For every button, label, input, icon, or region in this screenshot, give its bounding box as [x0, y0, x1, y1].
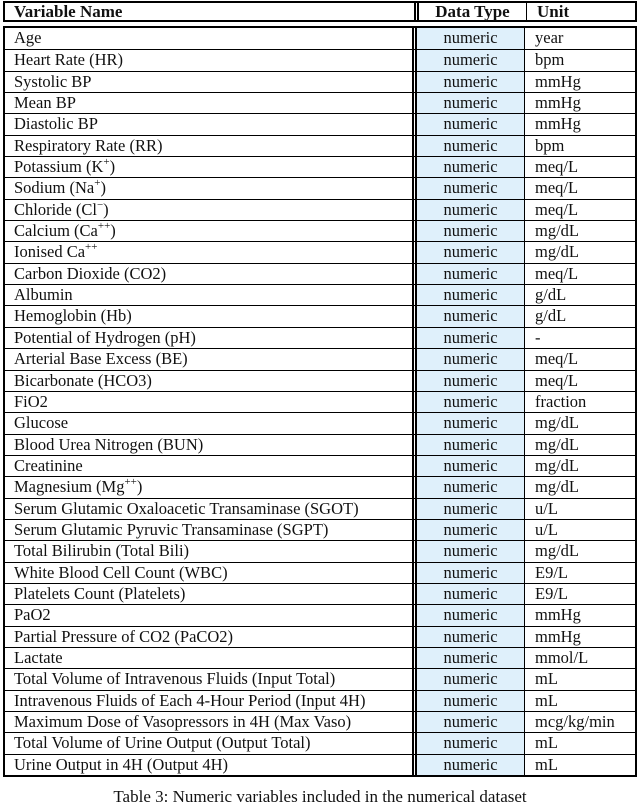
table-row — [5, 519, 635, 540]
variable-name: Potassium (K — [14, 157, 104, 177]
table-row — [5, 498, 635, 519]
unit-cell: mg/dL — [535, 242, 579, 262]
variable-name: Respiratory Rate (RR) — [14, 135, 163, 155]
table-row — [5, 305, 635, 326]
unit-cell: meq/L — [535, 370, 579, 390]
unit-cell: - — [535, 327, 541, 347]
table-row — [5, 690, 635, 711]
variable-name-cell — [5, 285, 414, 305]
variable-name-cell — [5, 93, 414, 113]
variable-name-cell — [5, 242, 414, 262]
data-type-cell: numeric — [417, 755, 525, 775]
unit-cell: bpm — [535, 50, 565, 70]
table-row — [5, 370, 635, 391]
data-type-cell: numeric — [417, 627, 525, 647]
table-row — [5, 476, 635, 497]
variable-name: Carbon Dioxide (CO2) — [14, 263, 167, 283]
variable-name-cell — [5, 563, 414, 583]
variable-name: Systolic BP — [14, 71, 92, 91]
data-type-cell: numeric — [417, 477, 525, 497]
variable-name-cell — [5, 200, 414, 220]
variable-name-cell — [5, 584, 414, 604]
data-type-cell: numeric — [417, 136, 525, 156]
variable-name-cell — [5, 349, 414, 369]
unit-cell: meq/L — [535, 349, 579, 369]
unit-cell: mcg/kg/min — [535, 712, 615, 731]
unit-cell: mmHg — [535, 71, 581, 91]
data-type-cell: numeric — [417, 50, 525, 70]
table-row — [5, 327, 635, 348]
variable-name: White Blood Cell Count (WBC) — [14, 562, 228, 582]
unit-cell: fraction — [535, 391, 587, 411]
variable-name: Ionised Ca — [14, 242, 86, 262]
data-type-cell: numeric — [417, 28, 525, 49]
variable-name-cell — [5, 520, 414, 540]
variable-name: PaO2 — [14, 605, 51, 625]
variable-name: Creatinine — [14, 455, 83, 475]
variable-name: Chloride (Cl — [14, 199, 97, 219]
variable-name: Serum Glutamic Pyruvic Transaminase (SGPT) — [14, 519, 329, 539]
table-row — [5, 263, 635, 284]
variable-name-cell — [5, 413, 414, 433]
variable-name: Platelets Count (Platelets) — [14, 583, 186, 603]
variable-name-cell — [5, 541, 414, 561]
variables-table — [3, 1, 637, 774]
ion-charge: ++ — [97, 221, 111, 233]
variable-name-cell — [5, 328, 414, 348]
unit-cell: mg/dL — [535, 477, 579, 497]
variable-name-cell — [5, 691, 414, 711]
unit-cell: E9/L — [535, 562, 568, 582]
unit-cell: mmHg — [535, 626, 581, 646]
ion-charge: ++ — [85, 242, 98, 254]
variable-name: Partial Pressure of CO2 (PaCO2) — [14, 626, 234, 646]
unit-cell: E9/L — [535, 583, 568, 603]
variable-name: Intravenous Fluids of Each 4-Hour Period (Input 4H) — [14, 690, 366, 710]
unit-cell: mL — [535, 669, 558, 689]
unit-cell: g/dL — [535, 306, 567, 326]
table-row — [5, 668, 635, 689]
variable-name-cell — [5, 712, 414, 732]
ion-charge: + — [103, 157, 110, 169]
data-type-cell: numeric — [417, 306, 525, 326]
ion-charge: − — [96, 199, 104, 211]
unit-cell: mL — [535, 733, 558, 753]
table-caption: Table 3: Numeric variables included in the numerical dataset — [113, 787, 527, 806]
variable-name-cell — [5, 648, 414, 668]
variable-name: Serum Glutamic Oxaloacetic Transaminase (SGOT) — [14, 498, 359, 518]
table-row — [5, 241, 635, 262]
unit-cell: mg/dL — [535, 221, 579, 241]
variable-name-cell — [5, 157, 414, 177]
data-type-cell: numeric — [417, 520, 525, 540]
variable-name: Urine Output in 4H (Output 4H) — [14, 754, 229, 774]
table-row — [5, 113, 635, 134]
unit-cell: meq/L — [535, 199, 579, 219]
data-type-cell: numeric — [417, 157, 525, 177]
table-body — [3, 26, 637, 777]
unit-cell: mL — [535, 690, 558, 710]
variable-name-cell — [5, 114, 414, 134]
variable-name-suffix: ) — [109, 157, 116, 177]
unit-cell: meq/L — [535, 263, 579, 283]
unit-cell: meq/L — [535, 157, 579, 177]
variable-name-cell — [5, 499, 414, 519]
data-type-cell: numeric — [417, 392, 525, 412]
data-type-cell: numeric — [417, 72, 525, 92]
variable-name-cell — [5, 627, 414, 647]
data-type-cell: numeric — [417, 200, 525, 220]
variable-name-cell — [5, 371, 414, 391]
variable-name-cell — [5, 392, 414, 412]
data-type-cell: numeric — [417, 221, 525, 241]
data-type-cell: numeric — [417, 413, 525, 433]
unit-cell: year — [535, 28, 564, 47]
variable-name-cell — [5, 72, 414, 92]
unit-cell: g/dL — [535, 285, 567, 305]
data-type-cell: numeric — [417, 178, 525, 198]
variable-name-cell — [5, 669, 414, 689]
data-type-cell: numeric — [417, 733, 525, 753]
table-row — [5, 284, 635, 305]
data-type-cell: numeric — [417, 691, 525, 711]
unit-cell: mg/dL — [535, 413, 579, 433]
variable-name: Total Bilirubin (Total Bili) — [14, 541, 190, 561]
variable-name-suffix: ) — [103, 199, 109, 219]
table-row — [5, 412, 635, 433]
table-row — [5, 562, 635, 583]
data-type-cell: numeric — [417, 328, 525, 348]
table-row — [5, 754, 635, 775]
data-type-cell: numeric — [417, 669, 525, 689]
data-type-cell: numeric — [417, 563, 525, 583]
unit-cell: u/L — [535, 519, 558, 539]
data-type-cell: numeric — [417, 584, 525, 604]
variable-name: Mean BP — [14, 93, 76, 113]
table-row — [5, 71, 635, 92]
variable-name: FiO2 — [14, 391, 48, 411]
variable-name-cell — [5, 477, 414, 497]
data-type-cell: numeric — [417, 605, 525, 625]
variable-name-cell — [5, 605, 414, 625]
table-row — [5, 626, 635, 647]
table-row — [5, 455, 635, 476]
table-row — [5, 28, 635, 49]
ion-charge: + — [94, 178, 101, 190]
header-unit: Unit — [537, 2, 570, 21]
variable-name-suffix: ) — [100, 178, 106, 198]
data-type-cell: numeric — [417, 541, 525, 561]
variable-name: Bicarbonate (HCO3) — [14, 370, 152, 390]
variable-name-suffix: ) — [136, 477, 143, 497]
data-type-cell: numeric — [417, 456, 525, 476]
variable-name: Age — [14, 28, 42, 47]
variable-name: Diastolic BP — [14, 114, 98, 134]
table-row — [5, 92, 635, 113]
table-row — [5, 199, 635, 220]
variable-name-cell — [5, 221, 414, 241]
unit-cell: u/L — [535, 498, 558, 518]
unit-cell: mg/dL — [535, 434, 579, 454]
variable-name-cell — [5, 28, 414, 49]
data-type-cell: numeric — [417, 371, 525, 391]
variable-name-cell — [5, 755, 414, 775]
variable-name: Maximum Dose of Vasopressors in 4H (Max Vaso) — [14, 712, 352, 731]
table-row — [5, 583, 635, 604]
header-data-type: Data Type — [419, 3, 527, 20]
unit-cell: mmHg — [535, 114, 581, 134]
data-type-cell: numeric — [417, 349, 525, 369]
variable-name-cell — [5, 306, 414, 326]
ion-charge: ++ — [124, 477, 137, 489]
variable-name: Blood Urea Nitrogen (BUN) — [14, 434, 204, 454]
data-type-cell: numeric — [417, 435, 525, 455]
table-header-row — [3, 1, 637, 22]
variable-name: Total Volume of Intravenous Fluids (Input Total) — [14, 669, 336, 689]
table-row — [5, 177, 635, 198]
variable-name: Arterial Base Excess (BE) — [14, 349, 188, 369]
variable-name-cell — [5, 456, 414, 476]
variable-name-cell — [5, 50, 414, 70]
variable-name: Heart Rate (HR) — [14, 50, 124, 70]
table-row — [5, 540, 635, 561]
table-row — [5, 348, 635, 369]
unit-cell: mmol/L — [535, 647, 589, 667]
data-type-cell: numeric — [417, 712, 525, 732]
table-row — [5, 135, 635, 156]
unit-cell: mmHg — [535, 605, 581, 625]
data-type-cell: numeric — [417, 648, 525, 668]
variable-name-cell — [5, 435, 414, 455]
variable-name-cell — [5, 178, 414, 198]
table-row — [5, 732, 635, 753]
data-type-cell: numeric — [417, 499, 525, 519]
variable-name: Magnesium (Mg — [14, 477, 125, 497]
data-type-cell: numeric — [417, 93, 525, 113]
table-row — [5, 156, 635, 177]
variable-name: Potential of Hydrogen (pH) — [14, 327, 196, 347]
variable-name-suffix: ) — [110, 221, 116, 241]
table-row — [5, 711, 635, 732]
variable-name: Total Volume of Urine Output (Output Total) — [14, 733, 311, 753]
table-row — [5, 220, 635, 241]
variable-name-cell — [5, 264, 414, 284]
unit-cell: meq/L — [535, 178, 579, 198]
variable-name: Lactate — [14, 647, 63, 667]
table-row — [5, 391, 635, 412]
variable-name-cell — [5, 733, 414, 753]
variable-name: Hemoglobin (Hb) — [14, 306, 132, 326]
variable-name-cell — [5, 136, 414, 156]
unit-cell: mmHg — [535, 93, 581, 113]
variable-name: Albumin — [14, 285, 73, 305]
table-row — [5, 604, 635, 625]
data-type-cell: numeric — [417, 264, 525, 284]
unit-cell: mL — [535, 754, 558, 774]
unit-cell: mg/dL — [535, 455, 579, 475]
table-row — [5, 647, 635, 668]
unit-cell: bpm — [535, 135, 565, 155]
data-type-cell: numeric — [417, 285, 525, 305]
header-variable-name: Variable Name — [5, 3, 416, 20]
data-type-cell: numeric — [417, 114, 525, 134]
variable-name: Glucose — [14, 413, 69, 433]
data-type-cell: numeric — [417, 242, 525, 262]
variable-name: Calcium (Ca — [14, 221, 98, 241]
unit-cell: mg/dL — [535, 541, 579, 561]
table-row — [5, 49, 635, 70]
table-row — [5, 434, 635, 455]
variable-name: Sodium (Na — [14, 178, 95, 198]
